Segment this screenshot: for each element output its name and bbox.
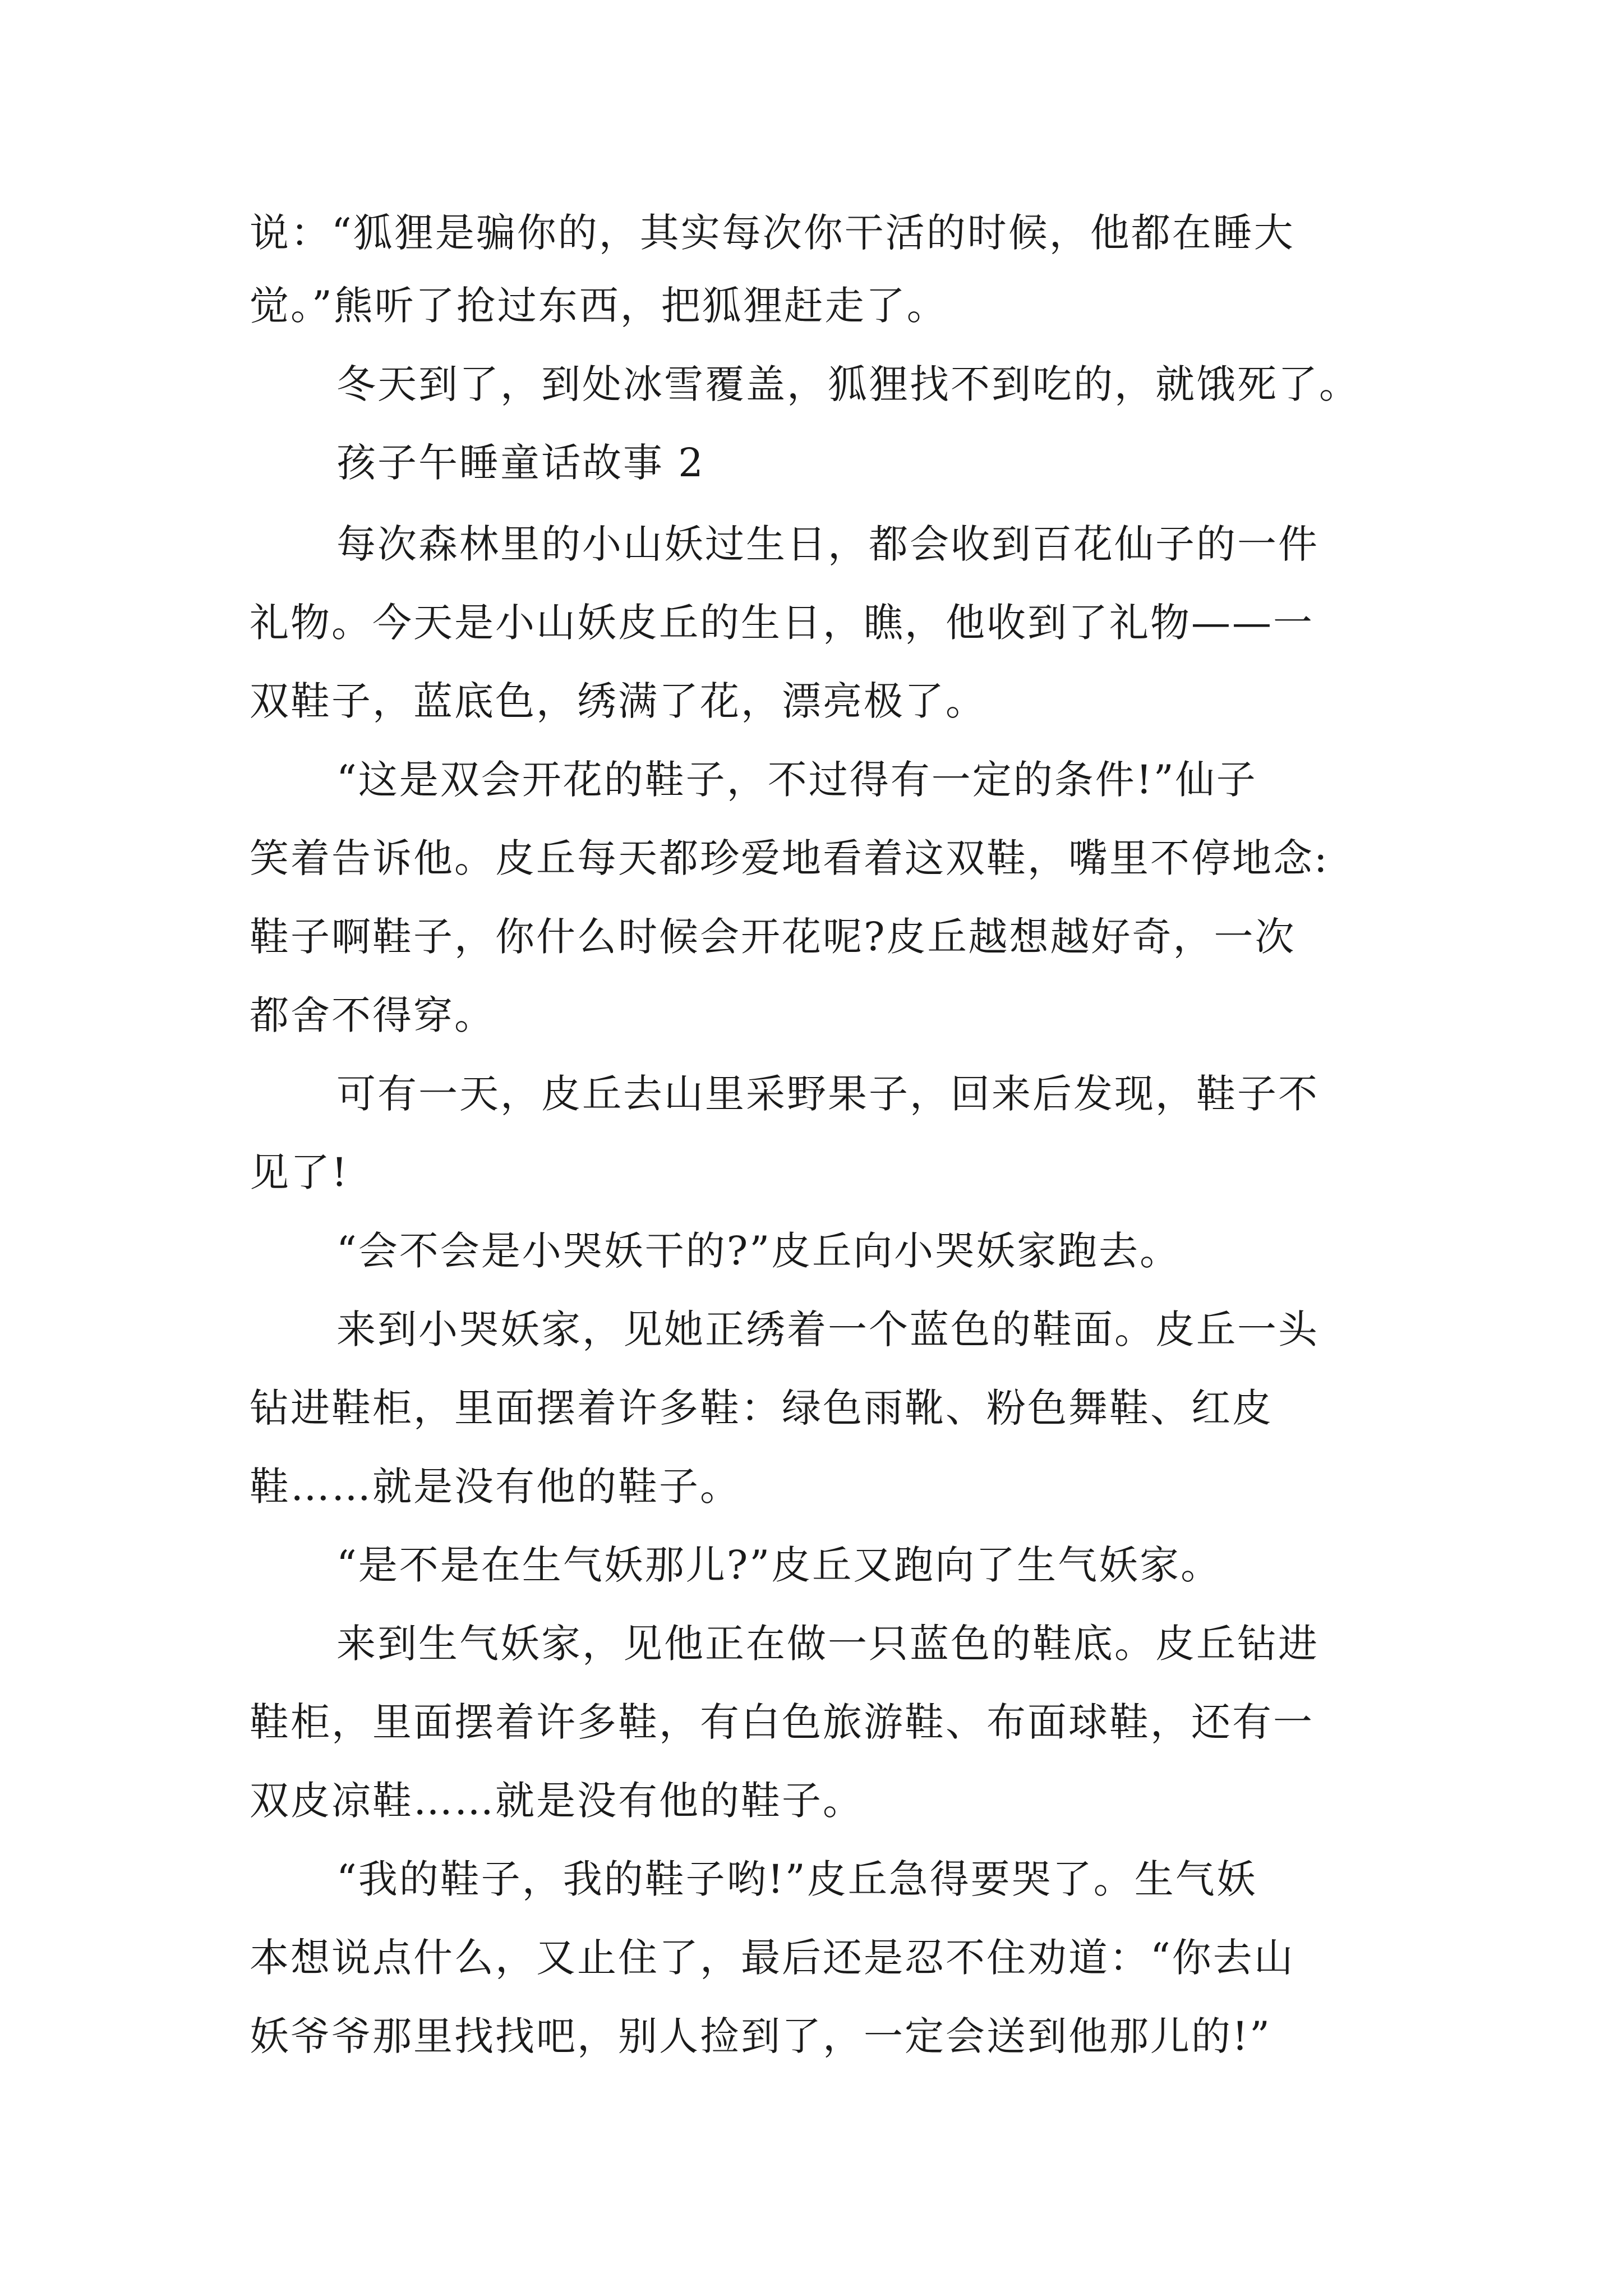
- text-line: 鞋子啊鞋子，你什么时候会开花呢?皮丘越想越好奇，一次: [250, 914, 1296, 960]
- text-line: 来到生气妖家，见他正在做一只蓝色的鞋底。皮丘钻进: [336, 1621, 1319, 1667]
- text-line: 鞋……就是没有他的鞋子。: [250, 1464, 741, 1510]
- text-line: 双鞋子，蓝底色，绣满了花，漂亮极了。: [250, 678, 986, 724]
- text-line: 来到小哭妖家，见她正绣着一个蓝色的鞋面。皮丘一头: [336, 1306, 1319, 1352]
- text-line: “我的鞋子，我的鞋子哟!”皮丘急得要哭了。生气妖: [336, 1856, 1257, 1902]
- text-line: “会不会是小哭妖干的?”皮丘向小哭妖家跑去。: [336, 1228, 1181, 1274]
- text-line: 礼物。今天是小山妖皮丘的生日，瞧，他收到了礼物——一: [250, 600, 1314, 646]
- text-line: 说：“狐狸是骗你的，其实每次你干活的时候，他都在睡大: [250, 210, 1295, 256]
- text-line: 都舍不得穿。: [250, 992, 495, 1038]
- text-line: 本想说点什么，又止住了，最后还是忍不住劝道：“你去山: [250, 1935, 1295, 1981]
- text-line: 可有一天，皮丘去山里采野果子，回来后发现，鞋子不: [336, 1071, 1319, 1117]
- text-line: 笑着告诉他。皮丘每天都珍爱地看着这双鞋，嘴里不停地念:: [250, 835, 1329, 881]
- text-line: 每次森林里的小山妖过生日，都会收到百花仙子的一件: [336, 521, 1319, 567]
- section-heading: 孩子午睡童话故事 2: [336, 440, 705, 486]
- text-line: 鞋柜，里面摆着许多鞋，有白色旅游鞋、布面球鞋，还有一: [250, 1699, 1314, 1745]
- text-line: “是不是在生气妖那儿?”皮丘又跑向了生气妖家。: [336, 1542, 1222, 1588]
- text-line: 双皮凉鞋……就是没有他的鞋子。: [250, 1778, 864, 1824]
- text-line: 见了!: [250, 1149, 349, 1195]
- text-line: 冬天到了，到处冰雪覆盖，狐狸找不到吃的，就饿死了。: [336, 361, 1360, 407]
- text-line: 觉。”熊听了抢过东西，把狐狸赶走了。: [250, 283, 948, 329]
- text-line: 妖爷爷那里找找吧，别人捡到了，一定会送到他那儿的!”: [250, 2013, 1271, 2059]
- text-line: “这是双会开花的鞋子，不过得有一定的条件!”仙子: [336, 757, 1257, 803]
- text-line: 钻进鞋柜，里面摆着许多鞋：绿色雨靴、粉色舞鞋、红皮: [250, 1385, 1273, 1431]
